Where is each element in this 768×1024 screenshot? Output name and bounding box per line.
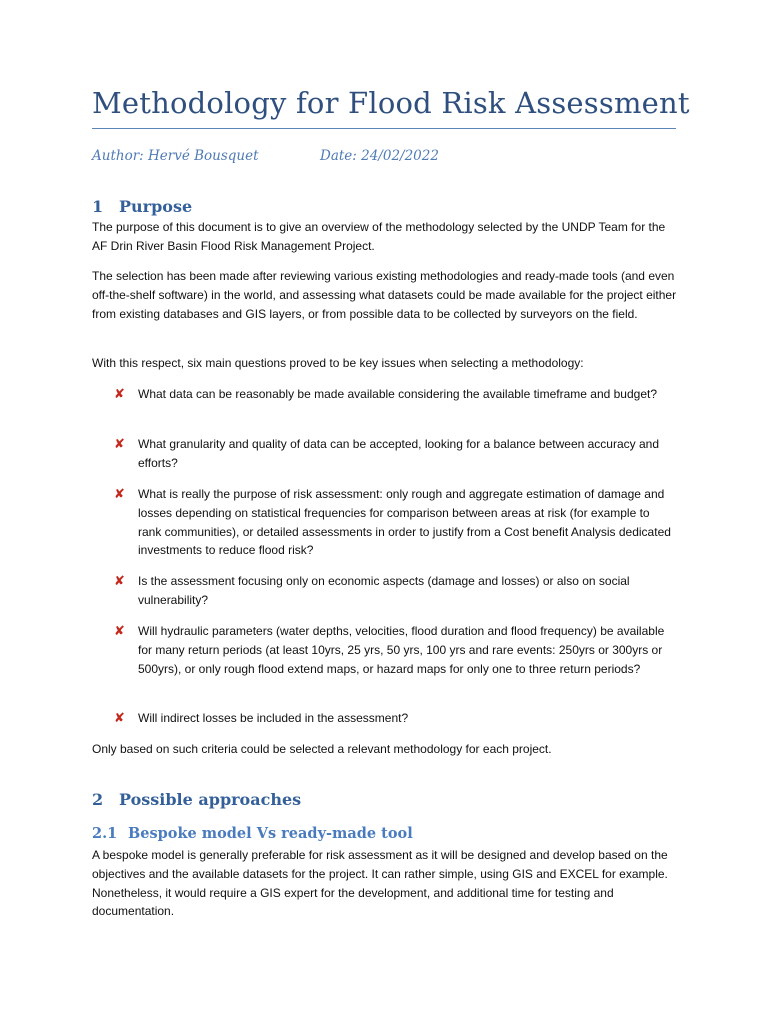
- list-item-text: What is really the purpose of risk assessment: only rough and aggregate estimation of damage and losses depending on statistical frequencies for comparison between areas at risk (for example to rank communities), or detailed assessments in order to justify from a Cost benefit Analysis dedicated investments to reduce flood risk?: [138, 487, 671, 558]
- list-item-text: What granularity and quality of data can be accepted, looking for a balance between accuracy and efforts?: [138, 437, 659, 470]
- list-item: [114, 622, 674, 678]
- list-item-text: Is the assessment focusing only on economic aspects (damage and losses) or also on social vulnerability?: [138, 574, 630, 607]
- list-item-text: What data can be reasonably be made available considering the available timeframe and budget?: [138, 387, 657, 401]
- purpose-paragraph-2: The selection has been made after reviewing various existing methodologies and ready-made tools (and even off-the-shelf software) in the world, and assessing what datasets could be made available for the project either from existing databases and GIS layers, or from possible data to be collected by surveyors on the field.: [92, 269, 677, 321]
- section-number: 1: [92, 197, 104, 216]
- document-title: Methodology for Flood Risk Assessment: [92, 86, 690, 120]
- cross-icon: ✘: [114, 486, 125, 501]
- purpose-paragraph-1: The purpose of this document is to give an overview of the methodology selected by the UNDP Team for the AF Drin River Basin Flood Risk Management Project.: [92, 220, 666, 253]
- purpose-paragraph-4: Only based on such criteria could be selected a relevant methodology for each project.: [92, 742, 552, 756]
- list-item: [114, 385, 674, 404]
- list-item: [114, 485, 674, 560]
- list-item-text: Will indirect losses be included in the assessment?: [138, 711, 409, 725]
- list-item: [114, 572, 674, 610]
- cross-icon: ✘: [114, 623, 125, 638]
- section-title: Purpose: [119, 197, 193, 216]
- list-item-text: Will hydraulic parameters (water depths, velocities, flood duration and flood frequency) be available for many return periods (at least 10yrs, 25 yrs, 50 yrs, 100 yrs and rare events: 250yrs or 300yrs or 500yrs), or only rough flood extend maps, or hazard maps for only one to three return periods?: [138, 624, 665, 676]
- list-item: [114, 709, 674, 728]
- section-number: 2: [92, 790, 104, 809]
- section-2-heading: [92, 790, 301, 809]
- cross-icon: ✘: [114, 386, 125, 401]
- cross-icon: ✘: [114, 710, 125, 725]
- subsection-title: Bespoke model Vs ready-made tool: [128, 825, 413, 842]
- cross-icon: ✘: [114, 573, 125, 588]
- subsection-number: 2.1: [92, 825, 118, 842]
- title-underline: [92, 128, 676, 129]
- list-item: [114, 435, 674, 473]
- date-line: Date: 24/02/2022: [320, 148, 439, 164]
- bespoke-paragraph: A bespoke model is generally preferable for risk assessment as it will be designed and develop based on the objectives and the available datasets for the project. It can rather simple, using GIS and EXCEL for example. Nonetheless, it would require a GIS expert for the development, and additional time for testing and documentation.: [92, 848, 668, 919]
- section-title: Possible approaches: [119, 790, 302, 809]
- purpose-paragraph-3: With this respect, six main questions proved to be key issues when selecting a methodology:: [92, 356, 584, 370]
- cross-icon: ✘: [114, 436, 125, 451]
- author-line: Author: Hervé Bousquet: [92, 148, 259, 164]
- section-1-heading: [92, 197, 192, 216]
- subsection-2-1-heading: [92, 825, 413, 842]
